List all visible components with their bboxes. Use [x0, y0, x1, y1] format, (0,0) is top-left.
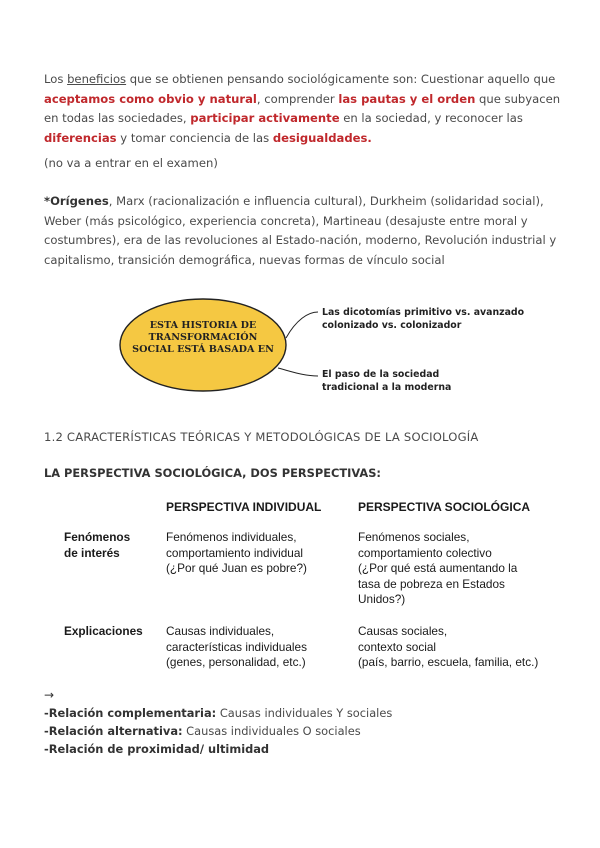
- relation-label: -Relación complementaria:: [44, 706, 217, 720]
- cell-line: comportamiento colectivo: [358, 545, 492, 560]
- row-label-line: de interés: [64, 545, 120, 560]
- underlined-word: beneficios: [67, 72, 127, 86]
- cell-sociological-explanations: [358, 624, 538, 671]
- highlight-text: desigualdades.: [272, 130, 372, 145]
- cell-line: (¿Por qué está aumentando la: [358, 561, 518, 575]
- diagram-center-text: ESTA HISTORIA DE TRANSFORMACIÓN SOCIAL ESTÁ BASADA EN: [132, 320, 274, 355]
- cell-line: contexto social: [358, 639, 437, 654]
- text-fragment: Los: [44, 72, 68, 86]
- cell-line: (genes, personalidad, etc.): [166, 655, 306, 669]
- callout-line: El paso de la sociedad: [322, 369, 440, 380]
- text-fragment: que se obtienen pensando sociológicamente son: Cuestionar aquello que: [126, 72, 556, 86]
- text-fragment: , comprender: [256, 91, 339, 106]
- cell-individual-explanations: [166, 624, 307, 671]
- relation-text: Causas individuales O sociales: [182, 724, 361, 738]
- callout-line: tradicional a la moderna: [322, 382, 452, 393]
- cell-line: características individuales: [166, 639, 307, 654]
- origins-text: , Marx (racionalización e influencia cultural), Durkheim (solidaridad social), Weber (más psicológico, experiencia concreta), Martineau (desajuste entre moral y costumbres), era de las revoluciones al Estado-nación, moderno, Revolución industrial y capitalismo, transición demográfica, nuevas formas de vínculo social: [44, 194, 557, 267]
- cell-individual-phenomena: [166, 530, 307, 577]
- callout-dichotomies: [322, 306, 524, 332]
- highlight-text: aceptamos como obvio y natural: [44, 91, 257, 106]
- relation-label: -Relación alternativa:: [44, 724, 183, 738]
- table-header-sociological: PERSPECTIVA SOCIOLÓGICA: [358, 500, 531, 514]
- highlight-text: diferencias: [44, 130, 117, 145]
- cell-line: (¿Por qué Juan es pobre?): [166, 561, 307, 575]
- origins-label: *Orígenes: [44, 194, 109, 208]
- relation-complementary: [44, 704, 564, 722]
- relation-proximity: [44, 740, 564, 758]
- relation-alternative: [44, 722, 564, 740]
- cell-line: Fenómenos individuales,: [166, 530, 297, 544]
- relation-text: Causas individuales Y sociales: [216, 706, 393, 720]
- cell-line: comportamiento individual: [166, 545, 304, 560]
- cell-line: Causas individuales,: [166, 624, 275, 638]
- text-fragment: y tomar conciencia de las: [116, 130, 273, 145]
- section-heading: 1.2 CARACTERÍSTICAS TEÓRICAS Y METODOLÓGICAS DE LA SOCIOLOGÍA: [44, 430, 479, 444]
- cell-line: Fenómenos sociales,: [358, 530, 470, 544]
- cell-line: Unidos?): [358, 592, 406, 606]
- section-subheading: LA PERSPECTIVA SOCIOLÓGICA, DOS PERSPECTIVAS:: [44, 466, 381, 480]
- highlight-text: participar activamente: [190, 111, 340, 125]
- text-fragment: que subyacen en todas las sociedades,: [44, 91, 561, 125]
- callout-line: Las dicotomías primitivo vs. avanzado: [322, 307, 525, 318]
- highlight-text: las pautas y el orden: [338, 91, 476, 106]
- connector-line-bottom: [278, 368, 318, 376]
- row-label-phenomena: [64, 530, 130, 561]
- cell-line: tasa de pobreza en Estados: [358, 576, 505, 591]
- benefits-paragraph: [44, 70, 564, 148]
- cell-line: (país, barrio, escuela, familia, etc.): [358, 655, 539, 669]
- connector-line-top: [286, 312, 318, 338]
- cell-sociological-phenomena: [358, 530, 517, 608]
- exam-note: (no va a entrar en el examen): [44, 156, 218, 170]
- table-header-individual: PERSPECTIVA INDIVIDUAL: [166, 500, 322, 514]
- text-fragment: en la sociedad, y reconocer las: [339, 111, 523, 125]
- cell-line: Causas sociales,: [358, 624, 448, 638]
- relation-label: -Relación de proximidad/ ultimidad: [44, 742, 270, 756]
- origins-paragraph: [44, 192, 564, 270]
- callout-transition: [322, 368, 451, 394]
- row-label-line: Fenómenos: [64, 530, 131, 544]
- callout-line: colonizado vs. colonizador: [322, 320, 462, 331]
- row-label-explanations: Explicaciones: [64, 624, 143, 638]
- arrow-right-icon: →: [44, 688, 55, 702]
